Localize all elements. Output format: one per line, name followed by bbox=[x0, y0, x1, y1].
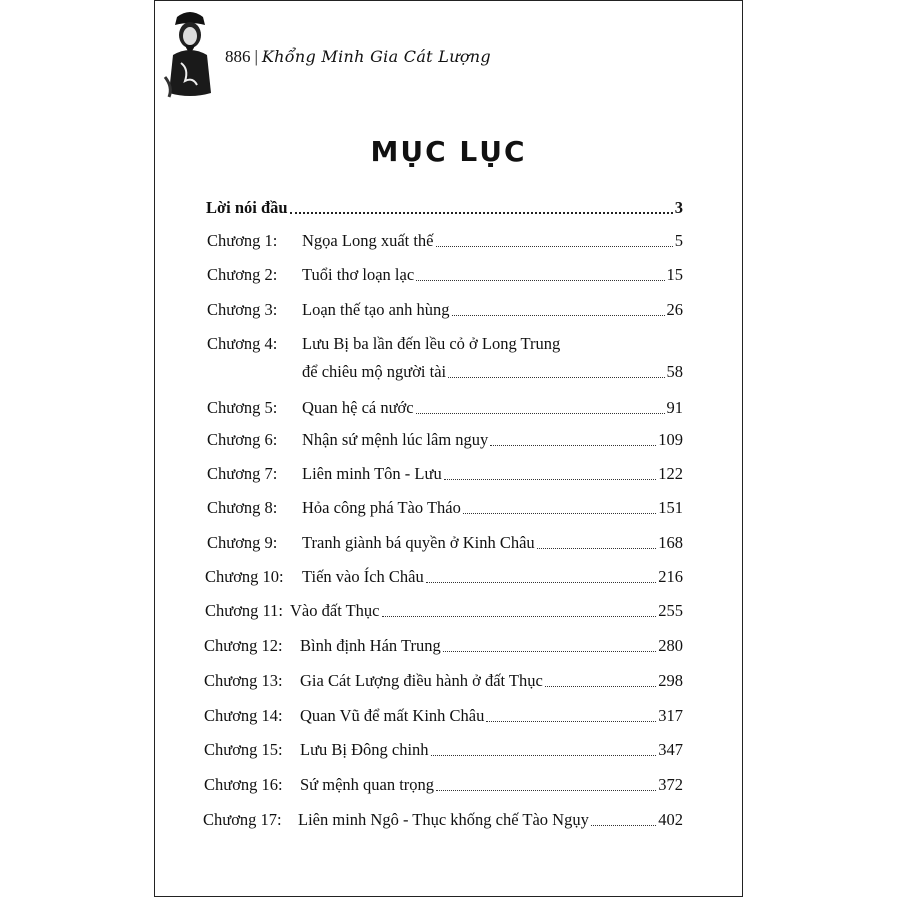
toc-entry-line bbox=[290, 601, 683, 621]
toc-entry-line bbox=[302, 231, 683, 251]
toc-entry-label: Chương 17: bbox=[203, 810, 282, 829]
toc-entry-title: Ngọa Long xuất thế bbox=[302, 231, 434, 250]
toc-entry-line bbox=[300, 740, 683, 760]
toc-entry-page: 5 bbox=[674, 231, 683, 250]
leader-dots bbox=[448, 377, 664, 378]
toc-entry-label: Chương 4: bbox=[207, 334, 278, 353]
toc-entry-label: Chương 6: bbox=[207, 430, 278, 449]
leader-dots bbox=[463, 513, 656, 514]
leader-dots bbox=[416, 280, 664, 281]
toc-entry-page: 216 bbox=[658, 567, 683, 586]
toc-entry-title: Nhận sứ mệnh lúc lâm nguy bbox=[302, 430, 489, 449]
toc-entry-page: 3 bbox=[674, 198, 683, 217]
toc-entry-line bbox=[302, 362, 683, 382]
toc-entry-title: Quan hệ cá nước bbox=[302, 398, 414, 417]
toc-entry-line bbox=[300, 671, 683, 691]
toc-entry-page: 298 bbox=[658, 671, 683, 690]
leader-dots bbox=[545, 686, 656, 687]
toc-entry-page: 347 bbox=[658, 740, 683, 759]
toc-entry-line bbox=[300, 636, 683, 656]
toc-entry-title: Lời nói đầu bbox=[206, 198, 288, 217]
toc-entry-label: Chương 9: bbox=[207, 533, 278, 552]
toc-entry-line bbox=[302, 265, 683, 285]
leader-dots bbox=[436, 246, 673, 247]
leader-dots bbox=[537, 548, 657, 549]
toc-entry-page: 91 bbox=[666, 398, 683, 417]
toc-entry-title: Liên minh Ngô - Thục khống chế Tào Ngụy bbox=[298, 810, 589, 829]
leader-dots bbox=[490, 445, 656, 446]
toc-entry-title: Hỏa công phá Tào Tháo bbox=[302, 498, 461, 517]
toc-entry-page: 15 bbox=[666, 265, 683, 284]
toc-entry-page: 58 bbox=[666, 362, 683, 381]
toc-entry-label: Chương 3: bbox=[207, 300, 278, 319]
toc-entry-line bbox=[302, 300, 683, 320]
toc-entry-label: Chương 1: bbox=[207, 231, 278, 250]
toc-entry-line bbox=[302, 464, 683, 484]
toc-entry-line bbox=[206, 198, 683, 218]
toc-entry-title: Quan Vũ để mất Kinh Châu bbox=[300, 706, 485, 725]
toc-entry-page: 109 bbox=[658, 430, 683, 449]
toc-entry-line bbox=[302, 498, 683, 518]
toc-entry-title: Tiến vào Ích Châu bbox=[302, 567, 424, 586]
toc-entry-title: Liên minh Tôn - Lưu bbox=[302, 464, 442, 483]
header-separator: | bbox=[254, 47, 258, 66]
toc-entry-line bbox=[302, 430, 683, 450]
leader-dots bbox=[431, 755, 657, 756]
toc-entry-label: Chương 11: bbox=[205, 601, 284, 620]
toc-entry-line bbox=[300, 706, 683, 726]
toc-entry-label: Chương 14: bbox=[204, 706, 283, 725]
leader-dots bbox=[444, 479, 657, 480]
toc-entry-page: 255 bbox=[658, 601, 683, 620]
toc-entry-label: Chương 2: bbox=[207, 265, 278, 284]
toc-entry-line bbox=[300, 775, 683, 795]
toc-entry-title: Tranh giành bá quyền ở Kinh Châu bbox=[302, 533, 535, 552]
toc-entry-title-line1: Lưu Bị ba lần đến lều cỏ ở Long Trung bbox=[302, 334, 561, 353]
leader-dots bbox=[290, 212, 673, 214]
toc-entry-line bbox=[298, 810, 683, 830]
toc-entry-label: Chương 16: bbox=[204, 775, 283, 794]
toc-entry-title: Bình định Hán Trung bbox=[300, 636, 441, 655]
toc-entry-label: Chương 8: bbox=[207, 498, 278, 517]
toc-entry-page: 151 bbox=[658, 498, 683, 517]
toc-entry-title: để chiêu mộ người tài bbox=[302, 362, 447, 381]
toc-entry-page: 372 bbox=[658, 775, 683, 794]
toc-entry-page: 122 bbox=[658, 464, 683, 483]
page-number: 886 bbox=[225, 47, 251, 66]
toc-entry-title: Gia Cát Lượng điều hành ở đất Thục bbox=[300, 671, 543, 690]
toc-entry-line bbox=[302, 398, 683, 418]
toc-entry-label: Chương 13: bbox=[204, 671, 283, 690]
toc-entry-line bbox=[302, 533, 683, 553]
toc-title: MỤC LỤC bbox=[370, 135, 527, 168]
leader-dots bbox=[436, 790, 656, 791]
toc-entry-title: Sứ mệnh quan trọng bbox=[300, 775, 435, 794]
toc-entry-page: 168 bbox=[658, 533, 683, 552]
leader-dots bbox=[416, 413, 665, 414]
leader-dots bbox=[486, 721, 656, 722]
toc-entry-label: Chương 10: bbox=[205, 567, 284, 586]
toc-entry-title: Loạn thế tạo anh hùng bbox=[302, 300, 450, 319]
leader-dots bbox=[382, 616, 657, 617]
toc-entry-page: 280 bbox=[658, 636, 683, 655]
leader-dots bbox=[443, 651, 657, 652]
toc-entry-title: Tuổi thơ loạn lạc bbox=[302, 265, 415, 284]
toc-entry-page: 26 bbox=[666, 300, 683, 319]
toc-entry-page: 317 bbox=[658, 706, 683, 725]
book-title: Khổng Minh Gia Cát Lượng bbox=[261, 47, 491, 66]
leader-dots bbox=[426, 582, 656, 583]
toc-entry-title: Vào đất Thục bbox=[290, 601, 380, 620]
leader-dots bbox=[591, 825, 656, 826]
toc-entry-label: Chương 5: bbox=[207, 398, 278, 417]
toc-entry-label: Chương 15: bbox=[204, 740, 283, 759]
toc-entry-title: Lưu Bị Đông chinh bbox=[300, 740, 429, 759]
leader-dots bbox=[452, 315, 665, 316]
toc-entry-page: 402 bbox=[658, 810, 683, 829]
toc-entry-line bbox=[302, 567, 683, 587]
toc-entry-label: Chương 7: bbox=[207, 464, 278, 483]
toc-entry-label: Chương 12: bbox=[204, 636, 283, 655]
